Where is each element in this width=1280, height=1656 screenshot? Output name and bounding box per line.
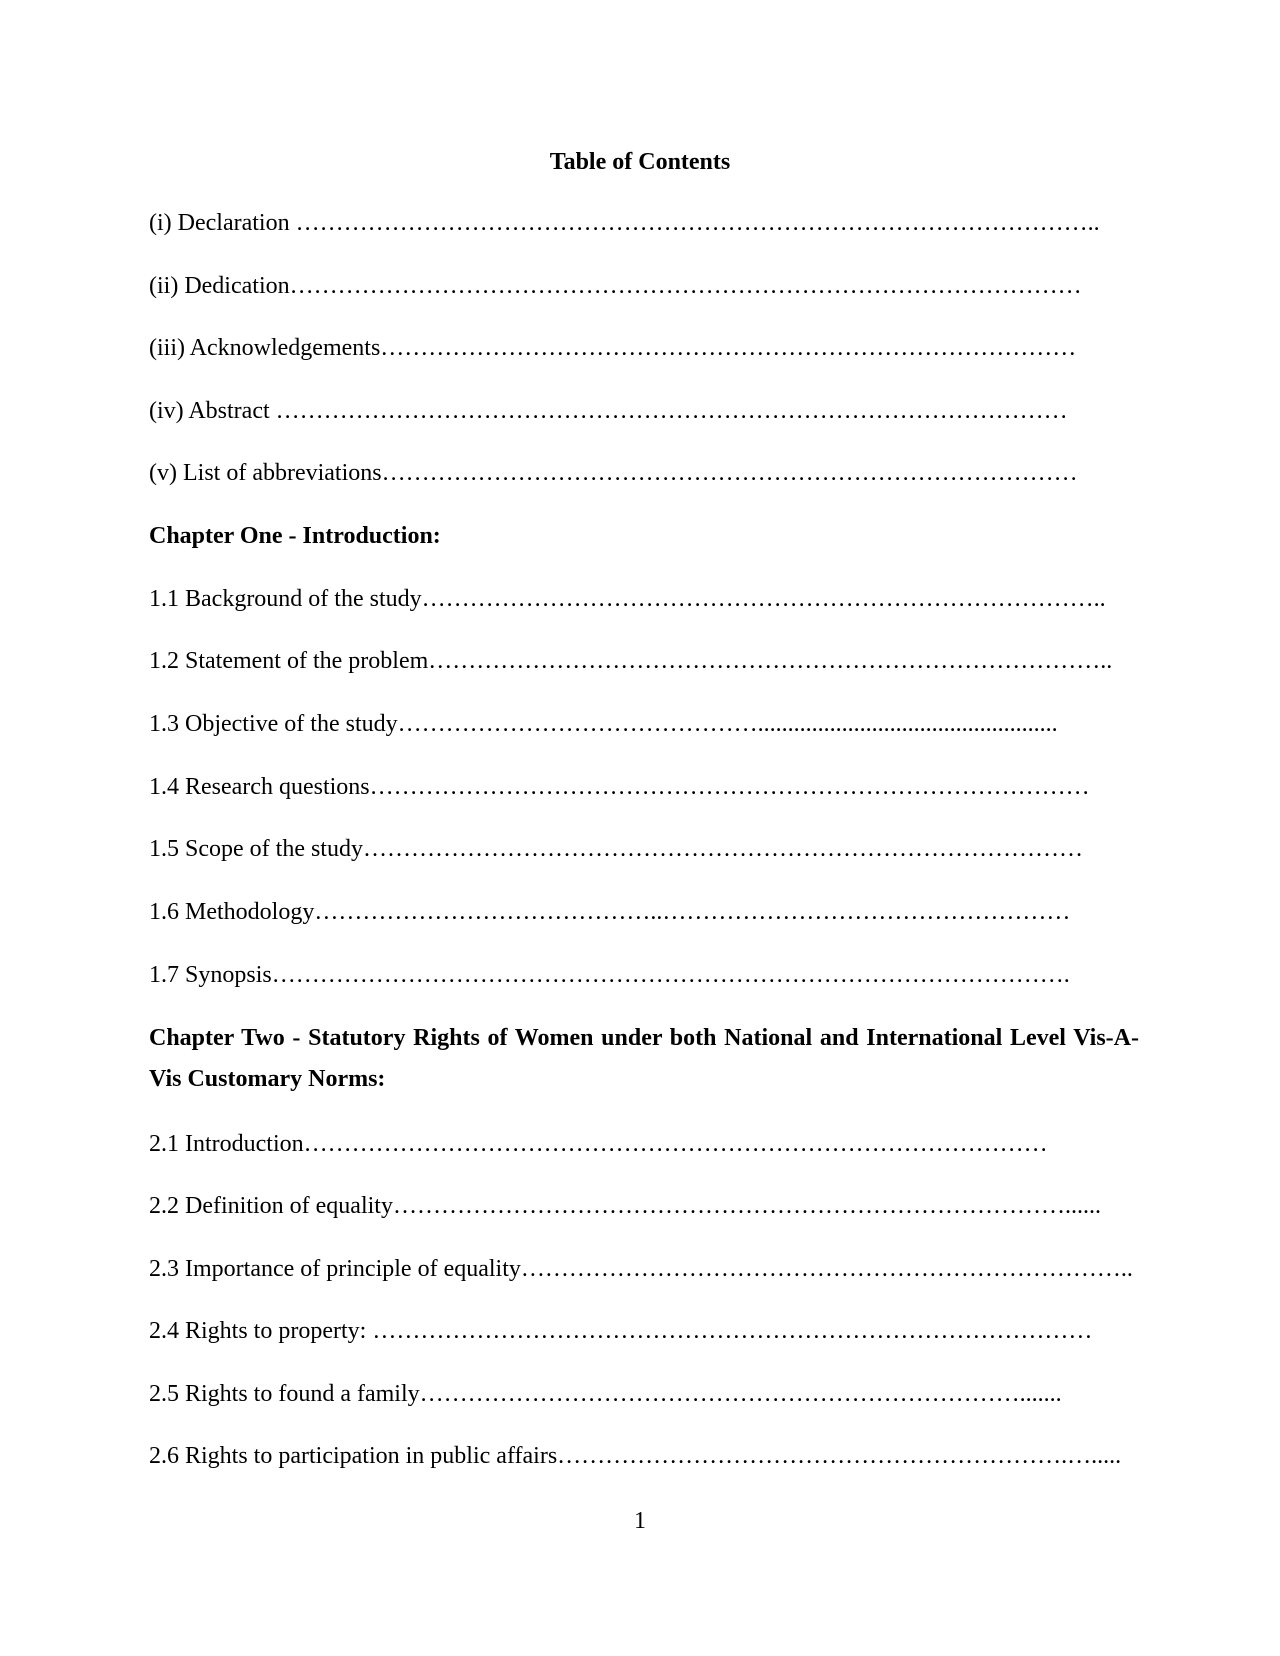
toc-entry-2-3: 2.3 Importance of principle of equality………………………………………………………………….. xyxy=(149,1256,1133,1282)
toc-entry-2-1: 2.1 Introduction………………………………………………………………………………… xyxy=(149,1131,1048,1157)
toc-entry-1-4: 1.4 Research questions……………………………………………………………………………… xyxy=(149,774,1090,800)
chapter-one-heading: Chapter One - Introduction: xyxy=(149,523,441,549)
toc-entry-abstract: (iv) Abstract ……………………………………………………………………………………… xyxy=(149,398,1068,424)
toc-entry-acknowledgements: (iii) Acknowledgements…………………………………………………………………………… xyxy=(149,335,1077,361)
page-number: 1 xyxy=(634,1508,646,1534)
toc-entry-1-3: 1.3 Objective of the study……………………………………….................................................. xyxy=(149,711,1058,737)
toc-entry-2-5: 2.5 Rights to found a family…………………………………………………………………....... xyxy=(149,1381,1062,1407)
toc-entry-2-4: 2.4 Rights to property: ……………………………………………………………………………… xyxy=(149,1318,1093,1344)
toc-entry-1-7: 1.7 Synopsis………………………………………………………………………………………. xyxy=(149,962,1070,988)
toc-entry-1-6: 1.6 Methodology……………………………………..…………………………………………… xyxy=(149,899,1071,925)
toc-entry-2-6: 2.6 Rights to participation in public affairs……………………………………………………….…..... xyxy=(149,1443,1122,1469)
page-title: Table of Contents xyxy=(549,149,731,175)
toc-entry-1-5: 1.5 Scope of the study……………………………………………………………………………… xyxy=(149,836,1083,862)
toc-entry-2-2: 2.2 Definition of equality…………………………………………………………………………...... xyxy=(149,1193,1101,1219)
chapter-two-heading: Chapter Two - Statutory Rights of Women under both National and International Level Vis-A-Vis Customary Norms: xyxy=(149,1025,1139,1092)
toc-entry-declaration: (i) Declaration ……………………………………………………………………………………….. xyxy=(149,210,1100,236)
toc-entry-1-2: 1.2 Statement of the problem………………………………………………………………………….. xyxy=(149,648,1113,674)
toc-entry-abbreviations: (v) List of abbreviations…………………………………………………………………………… xyxy=(149,460,1078,486)
toc-entry-dedication: (ii) Dedication……………………………………………………………………………………… xyxy=(149,273,1082,299)
toc-entry-1-1: 1.1 Background of the study………………………………………………………………………….. xyxy=(149,586,1106,612)
